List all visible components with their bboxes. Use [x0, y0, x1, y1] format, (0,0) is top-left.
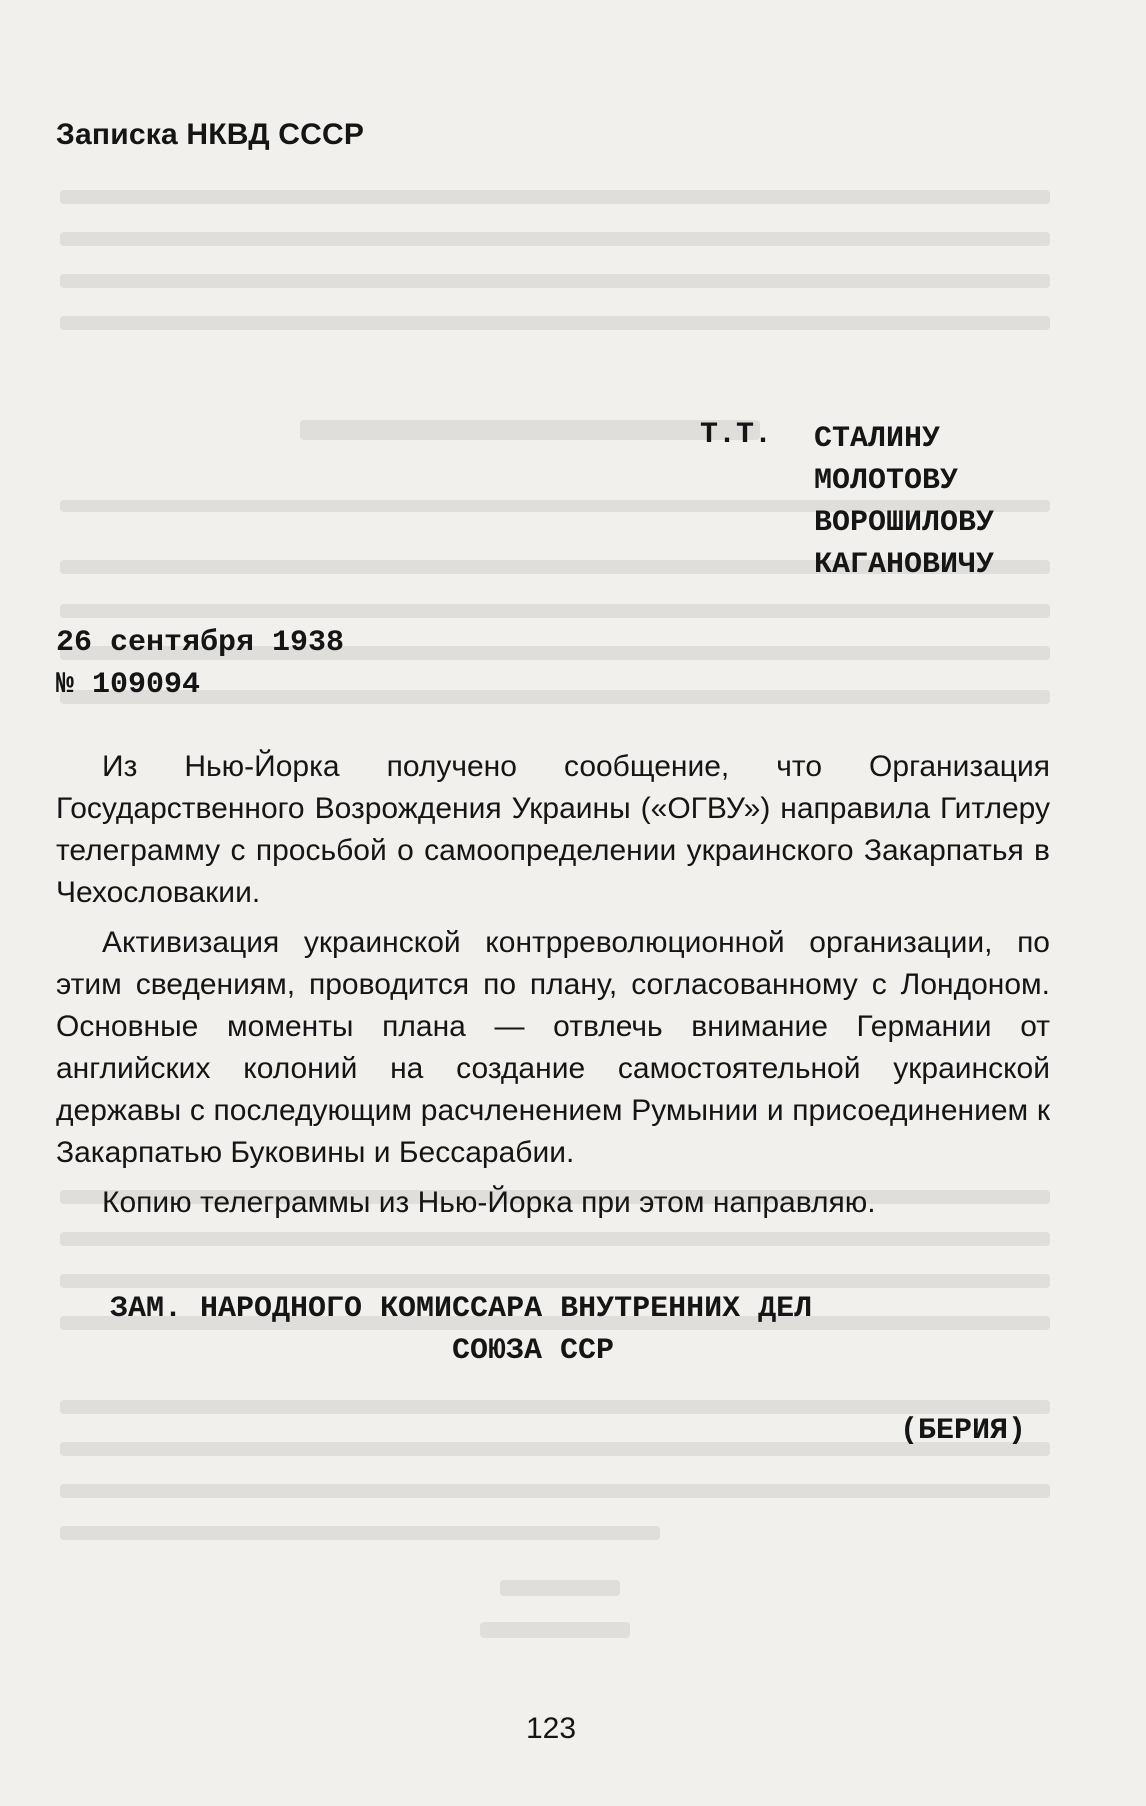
signature-name: (БЕРИЯ): [900, 1414, 1027, 1448]
addressee-item: МОЛОТОВУ: [814, 464, 959, 498]
document-body: [56, 746, 1050, 1232]
signature-title-line2: СОЮЗА ССР: [452, 1334, 615, 1368]
addressee-item: ВОРОШИЛОВУ: [814, 506, 995, 540]
body-paragraph: Активизация украинской контрреволюционной организации, по этим сведениям, проводится по плану, согласованному с Лондоном. Основные моменты плана — отвлечь внимание Германии от английских колоний на создание самостоятельной украинской державы с последующим расчленением Румынии и присоединением к Закарпатью Буковины и Бессарабии.: [56, 926, 1050, 1169]
document-title: Записка НКВД СССР: [56, 118, 365, 151]
addressee-item: КАГАНОВИЧУ: [814, 548, 995, 582]
addressee-list: [814, 418, 994, 586]
body-paragraph: Копию телеграммы из Нью-Йорка при этом направляю.: [102, 1186, 876, 1219]
addressee-prefix: Т.Т.: [700, 418, 773, 452]
body-paragraph: Из Нью-Йорка получено сообщение, что Организация Государственного Возрождения Украины («ОГВУ») направила Гитлеру телеграмму с просьбой о самоопределении украинского Закарпатья в Чехословакии.: [56, 750, 1050, 909]
signature-title-line1: ЗАМ. НАРОДНОГО КОМИССАРА ВНУТРЕННИХ ДЕЛ: [110, 1292, 813, 1326]
page-number: 123: [526, 1712, 577, 1745]
addressee-item: СТАЛИНУ: [814, 422, 941, 456]
document-number: № 109094: [56, 668, 201, 702]
document-date: 26 сентября 1938: [56, 626, 345, 660]
